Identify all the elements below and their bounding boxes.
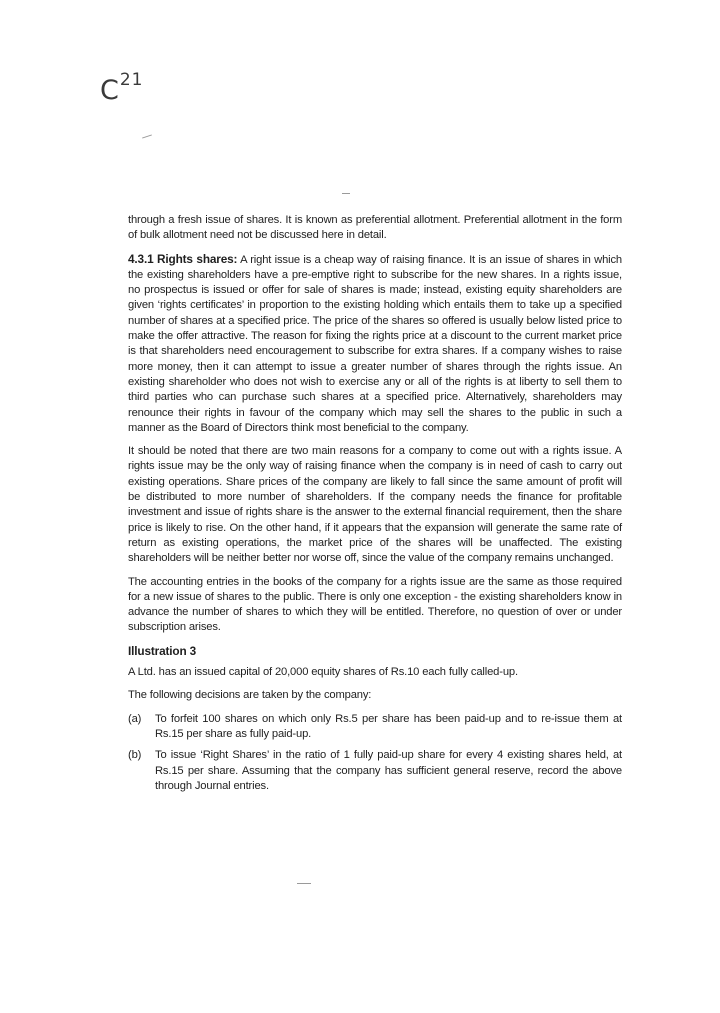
document-body bbox=[128, 213, 622, 800]
logo-letter: C bbox=[100, 75, 120, 106]
section-heading-rights-shares: 4.3.1 Rights shares: bbox=[128, 251, 238, 266]
paragraph-preferential-allotment: through a fresh issue of shares. It is known as preferential allotment. Preferential allotment in the form of bulk allotment need not be discussed here in detail. bbox=[128, 214, 622, 242]
paragraph-rights-shares bbox=[128, 252, 622, 437]
scan-mark bbox=[342, 193, 350, 194]
list-item-label: (a) bbox=[128, 712, 142, 725]
list-item-text: To issue ‘Right Shares’ in the ratio of 1 fully paid-up share for every 4 existing shares held, at Rs.15 per share. Assuming that the company has sufficient general reserve, record the above through Journal entries. bbox=[155, 749, 622, 792]
paragraph-accounting-entries: The accounting entries in the books of the company for a rights issue are the same as those required for a new issue of shares to the public. There is only one exception - the existing shareholders know in advance the number of shares to which they will be entitled. Therefore, no question of over or under subscription arises. bbox=[128, 575, 622, 634]
logo-superscript: 21 bbox=[119, 70, 144, 90]
list-item-label: (b) bbox=[128, 749, 142, 762]
scan-mark bbox=[297, 883, 311, 884]
rights-shares-body: A right issue is a cheap way of raising finance. It is an issue of shares in which the existing shareholders have a pre-emptive right to subscribe for the new shares. In a rights issue, no prospectus is issued or offer for sale of shares is made; instead, existing equity shareholders are given ‘rights certificates’ in proportion to the existing holding which entails them to take up a specified number of shares at a specified price. The price of the shares so offered is usually below listed price to make the offer attractive. The reason for fixing the rights price at a discount to the current market price is that shareholders need encouragement to subscribe for extra shares. If a company wishes to raise more money, then it can attempt to issue a greater number of shares through the rights issue. An existing shareholder who does not wish to exercise any or all of the rights is at liberty to sell them to third parties who can purchase such shares at a specified price. Alternatively, shareholders may renounce their rights in favour of the company which may sell the shares to the public in such a manner as the Board of Directors think most beneficial to the company. bbox=[128, 253, 622, 434]
illustration-decisions-intro: The following decisions are taken by the company: bbox=[128, 689, 372, 702]
list-item bbox=[128, 748, 622, 794]
paragraph-rights-issue-reasons: It should be noted that there are two main reasons for a company to come out with a rights issue. A rights issue may be the only way of raising finance when the company is in need of cash to carry out existing operations. Share prices of the company are likely to fall since the same amount of profit will be distributed to more number of shareholders. If the company needs the finance for profitable investment and issue of rights share is the answer to the external financial requirement, then the share price is likely to rise. On the other hand, if it appears that the expansion will generate the same rate of return as existing operations, the market price of the shares will be unaffected. The existing shareholders will be neither better nor worse off, since the value of the company remains unchanged. bbox=[128, 445, 622, 565]
list-item-text: To forfeit 100 shares on which only Rs.5 per share has been paid-up and to re-issue them at Rs.15 per share as fully paid-up. bbox=[155, 712, 622, 740]
scan-mark bbox=[142, 134, 152, 138]
page-logo bbox=[100, 70, 144, 106]
illustration-title: Illustration 3 bbox=[128, 643, 197, 658]
illustration-intro: A Ltd. has an issued capital of 20,000 equity shares of Rs.10 each fully called-up. bbox=[128, 666, 518, 679]
list-item bbox=[128, 712, 622, 743]
